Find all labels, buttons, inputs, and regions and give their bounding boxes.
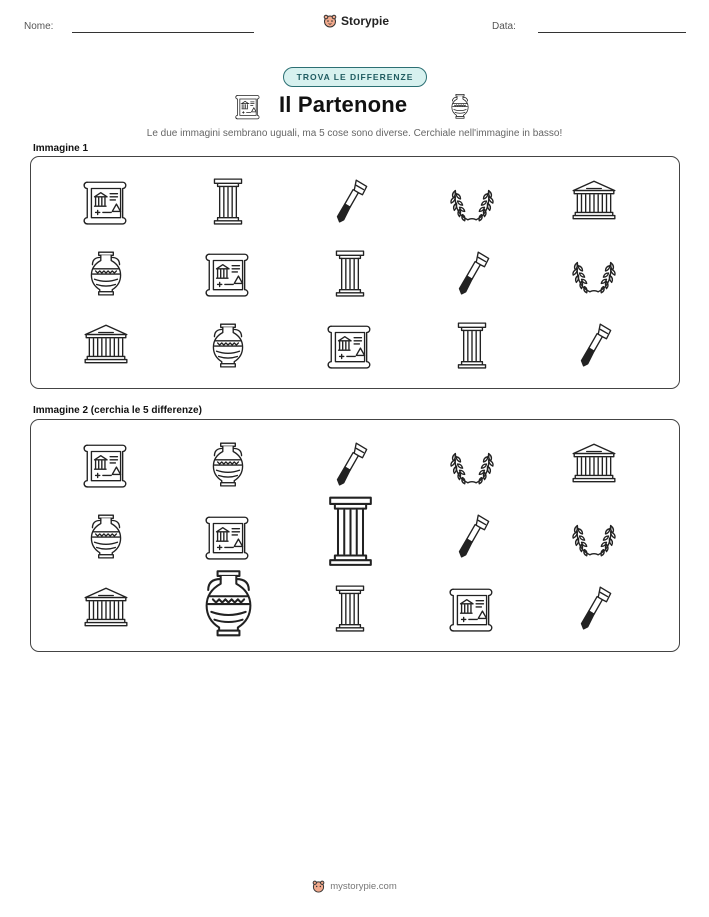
footer-url[interactable]: mystorypie.com: [330, 881, 397, 892]
blueprint-icon[interactable]: [41, 165, 171, 237]
amphora-icon[interactable]: [41, 237, 171, 309]
date-label: Data:: [492, 21, 516, 32]
image-1-grid: [31, 157, 679, 388]
amphora-icon[interactable]: [163, 309, 293, 381]
column-icon[interactable]: [163, 165, 293, 237]
brand-name: Storypie: [341, 14, 390, 28]
brand-logo: [323, 14, 389, 28]
chisel-icon[interactable]: [529, 572, 659, 644]
temple-icon[interactable]: [41, 572, 171, 644]
image-2-panel: [30, 419, 680, 652]
laurel-wreath-icon[interactable]: [407, 428, 537, 500]
temple-icon[interactable]: [529, 165, 659, 237]
chisel-icon[interactable]: [407, 500, 537, 572]
storypie-mascot-icon: [312, 880, 325, 893]
name-label: Nome:: [24, 21, 54, 32]
panel2-label: Immagine 2 (cerchia le 5 differenze): [33, 405, 202, 416]
amphora-icon[interactable]: [41, 500, 171, 572]
blueprint-icon[interactable]: [163, 500, 293, 572]
image-1-panel: [30, 156, 680, 389]
footer: [0, 880, 709, 893]
amphora-icon[interactable]: [163, 428, 293, 500]
chisel-icon[interactable]: [285, 428, 415, 500]
blueprint-icon[interactable]: [407, 572, 537, 644]
blueprint-icon[interactable]: [163, 237, 293, 309]
temple-icon[interactable]: [41, 309, 171, 381]
blueprint-icon[interactable]: [41, 428, 171, 500]
column-icon[interactable]: [285, 572, 415, 644]
panel1-label: Immagine 1: [33, 143, 89, 154]
date-field[interactable]: [538, 32, 686, 33]
laurel-wreath-icon[interactable]: [407, 165, 537, 237]
column-icon[interactable]: [285, 237, 415, 309]
storypie-mascot-icon: [323, 14, 337, 28]
chisel-icon[interactable]: [407, 237, 537, 309]
activity-badge: TROVA LE DIFFERENZE: [283, 67, 427, 87]
name-field[interactable]: [72, 32, 254, 33]
chisel-icon[interactable]: [529, 309, 659, 381]
instructions: Le due immagini sembrano uguali, ma 5 cose sono diverse. Cerchiale nell'immagine in basso!: [146, 128, 563, 139]
title-amphora-icon: [446, 92, 474, 125]
laurel-wreath-icon[interactable]: [529, 500, 659, 572]
page-title: Il Partenone: [279, 92, 408, 117]
column-icon[interactable]: [407, 309, 537, 381]
title-blueprint-icon: [234, 92, 262, 125]
column-icon[interactable]: [285, 493, 415, 568]
temple-icon[interactable]: [529, 428, 659, 500]
blueprint-icon[interactable]: [285, 309, 415, 381]
image-2-grid: [31, 420, 679, 651]
amphora-icon[interactable]: [163, 565, 293, 640]
laurel-wreath-icon[interactable]: [529, 237, 659, 309]
chisel-icon[interactable]: [285, 165, 415, 237]
